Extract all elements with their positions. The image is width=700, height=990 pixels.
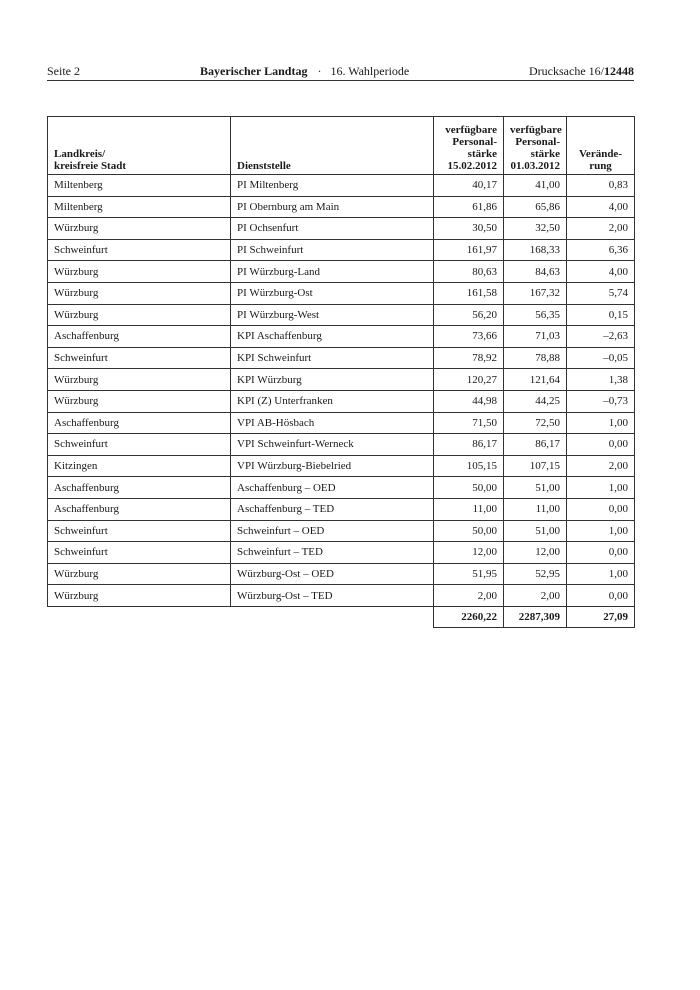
district-cell: Aschaffenburg (48, 498, 231, 520)
office-cell: PI Würzburg-West (231, 304, 434, 326)
total-change: 27,09 (567, 606, 635, 628)
table-row (48, 218, 635, 240)
office-cell: KPI (Z) Unterfranken (231, 390, 434, 412)
district-cell: Würzburg (48, 585, 231, 607)
staff-mar-cell: 65,86 (504, 196, 567, 218)
staff-feb-cell: 50,00 (434, 477, 504, 499)
table-row (48, 390, 635, 412)
table-row (48, 326, 635, 348)
table-row (48, 175, 635, 197)
change-cell: 2,00 (567, 218, 635, 240)
district-cell: Würzburg (48, 218, 231, 240)
staff-feb-cell: 61,86 (434, 196, 504, 218)
change-cell: 0,00 (567, 585, 635, 607)
table-row (48, 304, 635, 326)
office-cell: PI Ochsenfurt (231, 218, 434, 240)
staff-mar-cell: 11,00 (504, 498, 567, 520)
office-cell: VPI Schweinfurt-Werneck (231, 434, 434, 456)
district-cell: Miltenberg (48, 175, 231, 197)
table-body (48, 175, 635, 607)
district-cell: Schweinfurt (48, 520, 231, 542)
table-row (48, 563, 635, 585)
staff-mar-cell: 167,32 (504, 282, 567, 304)
staff-mar-cell: 168,33 (504, 239, 567, 261)
district-cell: Miltenberg (48, 196, 231, 218)
header-separator: · (317, 64, 322, 78)
table-row (48, 196, 635, 218)
staff-feb-cell: 161,58 (434, 282, 504, 304)
staff-mar-cell: 2,00 (504, 585, 567, 607)
staff-mar-cell: 71,03 (504, 326, 567, 348)
staff-mar-cell: 44,25 (504, 390, 567, 412)
change-cell: 1,00 (567, 520, 635, 542)
change-cell: 0,00 (567, 434, 635, 456)
office-cell: KPI Schweinfurt (231, 347, 434, 369)
staff-mar-cell: 121,64 (504, 369, 567, 391)
district-cell: Würzburg (48, 261, 231, 283)
district-cell: Aschaffenburg (48, 477, 231, 499)
district-cell: Würzburg (48, 369, 231, 391)
staff-feb-cell: 2,00 (434, 585, 504, 607)
staff-feb-cell: 73,66 (434, 326, 504, 348)
table-row (48, 585, 635, 607)
column-header-district: Landkreis/ kreisfreie Stadt (48, 117, 231, 175)
change-cell: 1,00 (567, 412, 635, 434)
change-cell: –2,63 (567, 326, 635, 348)
office-cell: Würzburg-Ost – OED (231, 563, 434, 585)
column-header-staff-feb: verfügbare Personal- stärke 15.02.2012 (434, 117, 504, 175)
document-number (529, 64, 634, 79)
staff-feb-cell: 71,50 (434, 412, 504, 434)
staff-feb-cell: 50,00 (434, 520, 504, 542)
staff-feb-cell: 86,17 (434, 434, 504, 456)
office-cell: Aschaffenburg – TED (231, 498, 434, 520)
change-cell: 1,00 (567, 477, 635, 499)
total-staff-feb: 2260,22 (434, 606, 504, 628)
table-row (48, 520, 635, 542)
change-cell: –0,05 (567, 347, 635, 369)
district-cell: Schweinfurt (48, 542, 231, 564)
district-cell: Schweinfurt (48, 239, 231, 261)
document-id: 12448 (604, 64, 634, 78)
staff-mar-cell: 86,17 (504, 434, 567, 456)
district-cell: Schweinfurt (48, 434, 231, 456)
staff-feb-cell: 44,98 (434, 390, 504, 412)
table-header-row (48, 117, 635, 175)
staff-feb-cell: 80,63 (434, 261, 504, 283)
staff-feb-cell: 11,00 (434, 498, 504, 520)
table-row (48, 498, 635, 520)
staff-feb-cell: 161,97 (434, 239, 504, 261)
district-cell: Aschaffenburg (48, 412, 231, 434)
staff-feb-cell: 120,27 (434, 369, 504, 391)
staff-mar-cell: 41,00 (504, 175, 567, 197)
district-cell: Würzburg (48, 282, 231, 304)
office-cell: KPI Würzburg (231, 369, 434, 391)
change-cell: 0,83 (567, 175, 635, 197)
staff-mar-cell: 12,00 (504, 542, 567, 564)
totals-empty-cell (231, 606, 434, 628)
change-cell: 1,38 (567, 369, 635, 391)
office-cell: Aschaffenburg – OED (231, 477, 434, 499)
change-cell: 4,00 (567, 196, 635, 218)
totals-row (48, 606, 635, 628)
column-header-office: Dienststelle (231, 117, 434, 175)
staff-feb-cell: 12,00 (434, 542, 504, 564)
table-row (48, 239, 635, 261)
staff-mar-cell: 52,95 (504, 563, 567, 585)
change-cell: 0,00 (567, 542, 635, 564)
document-prefix: Drucksache 16/ (529, 64, 604, 78)
staff-feb-cell: 40,17 (434, 175, 504, 197)
page-number: Seite 2 (47, 64, 80, 78)
table-row (48, 282, 635, 304)
office-cell: VPI AB-Hösbach (231, 412, 434, 434)
office-cell: Schweinfurt – OED (231, 520, 434, 542)
office-cell: Würzburg-Ost – TED (231, 585, 434, 607)
staff-mar-cell: 107,15 (504, 455, 567, 477)
totals-empty-cell (48, 606, 231, 628)
change-cell: 6,36 (567, 239, 635, 261)
district-cell: Kitzingen (48, 455, 231, 477)
table-row (48, 542, 635, 564)
staff-mar-cell: 56,35 (504, 304, 567, 326)
office-cell: VPI Würzburg-Biebelried (231, 455, 434, 477)
change-cell: 0,00 (567, 498, 635, 520)
table-row (48, 477, 635, 499)
district-cell: Würzburg (48, 304, 231, 326)
change-cell: 1,00 (567, 563, 635, 585)
staff-mar-cell: 84,63 (504, 261, 567, 283)
staff-mar-cell: 51,00 (504, 477, 567, 499)
legislative-period: 16. Wahlperiode (330, 64, 410, 78)
total-staff-mar: 2287,309 (504, 606, 567, 628)
district-cell: Würzburg (48, 390, 231, 412)
change-cell: 0,15 (567, 304, 635, 326)
office-cell: KPI Aschaffenburg (231, 326, 434, 348)
office-cell: Schweinfurt – TED (231, 542, 434, 564)
staff-mar-cell: 32,50 (504, 218, 567, 240)
table-row (48, 369, 635, 391)
staff-feb-cell: 105,15 (434, 455, 504, 477)
staff-feb-cell: 78,92 (434, 347, 504, 369)
staffing-table (47, 116, 635, 628)
district-cell: Würzburg (48, 563, 231, 585)
staff-mar-cell: 72,50 (504, 412, 567, 434)
parliament-title (200, 64, 409, 79)
staff-mar-cell: 78,88 (504, 347, 567, 369)
page-header (47, 64, 634, 81)
change-cell: 4,00 (567, 261, 635, 283)
table-row (48, 261, 635, 283)
table-row (48, 434, 635, 456)
office-cell: PI Miltenberg (231, 175, 434, 197)
change-cell: 2,00 (567, 455, 635, 477)
district-cell: Aschaffenburg (48, 326, 231, 348)
staff-mar-cell: 51,00 (504, 520, 567, 542)
table-row (48, 412, 635, 434)
change-cell: 5,74 (567, 282, 635, 304)
column-header-staff-mar: verfügbare Personal- stärke 01.03.2012 (504, 117, 567, 175)
staff-feb-cell: 51,95 (434, 563, 504, 585)
staff-feb-cell: 56,20 (434, 304, 504, 326)
office-cell: PI Schweinfurt (231, 239, 434, 261)
office-cell: PI Würzburg-Land (231, 261, 434, 283)
office-cell: PI Obernburg am Main (231, 196, 434, 218)
district-cell: Schweinfurt (48, 347, 231, 369)
staff-feb-cell: 30,50 (434, 218, 504, 240)
change-cell: –0,73 (567, 390, 635, 412)
table-row (48, 347, 635, 369)
column-header-change: Verände- rung (567, 117, 635, 175)
table-row (48, 455, 635, 477)
parliament-name: Bayerischer Landtag (200, 64, 308, 78)
office-cell: PI Würzburg-Ost (231, 282, 434, 304)
